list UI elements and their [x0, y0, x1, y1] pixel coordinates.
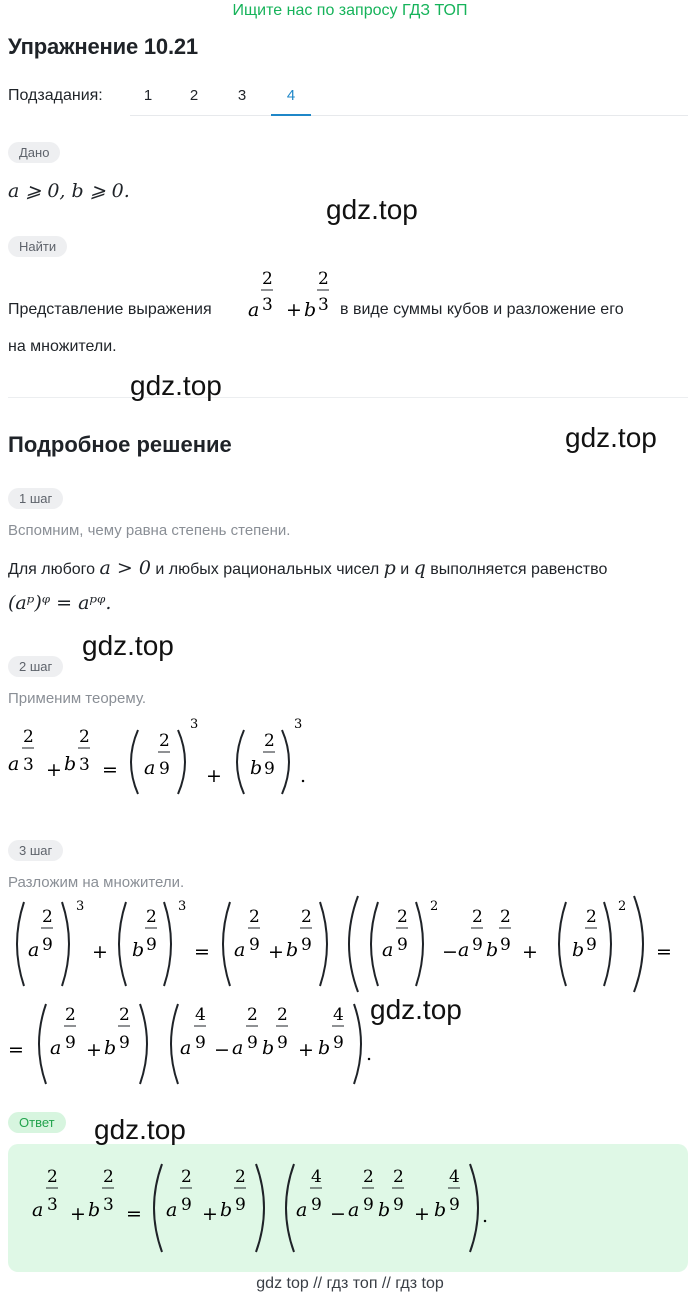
- step-1-math-q: q: [413, 557, 426, 579]
- svg-text:2: 2: [65, 1005, 76, 1025]
- tab-subtask-2[interactable]: 2: [189, 87, 199, 104]
- svg-text:=: =: [194, 941, 210, 963]
- svg-text:a: a: [234, 939, 246, 961]
- subtasks-label: Подзадания:: [8, 87, 103, 104]
- svg-text:b: b: [88, 1199, 101, 1221]
- answer-tag: Ответ: [8, 1112, 66, 1133]
- svg-text:4: 4: [195, 1005, 206, 1025]
- svg-text:9: 9: [500, 935, 511, 955]
- svg-text:2: 2: [393, 1167, 404, 1187]
- svg-text:2: 2: [247, 1005, 258, 1025]
- svg-text:2: 2: [500, 907, 511, 927]
- page-title: Упражнение 10.21: [8, 34, 198, 59]
- svg-text:3: 3: [190, 717, 199, 732]
- svg-text:+: +: [86, 1039, 102, 1061]
- svg-text:b: b: [486, 939, 499, 961]
- svg-text:3: 3: [178, 899, 187, 914]
- step-3-formula: [6, 892, 690, 1092]
- svg-text:2: 2: [618, 899, 627, 914]
- solution-heading: Подробное решение: [8, 432, 232, 457]
- svg-text:9: 9: [249, 935, 260, 955]
- step-3-tag: 3 шаг: [8, 840, 63, 861]
- svg-text:9: 9: [181, 1195, 192, 1215]
- svg-text:a: a: [232, 1037, 244, 1059]
- svg-text:2: 2: [397, 907, 408, 927]
- svg-text:2: 2: [318, 269, 329, 289]
- step-1-math-a: a > 0: [99, 557, 151, 579]
- svg-text:9: 9: [586, 935, 597, 955]
- answer-formula: [28, 1156, 508, 1262]
- svg-text:+: +: [522, 941, 538, 963]
- svg-text:a: a: [166, 1199, 178, 1221]
- svg-text:=: =: [8, 1039, 24, 1061]
- svg-text:2: 2: [181, 1167, 192, 1187]
- svg-text:b: b: [286, 939, 299, 961]
- svg-text:b: b: [572, 939, 585, 961]
- svg-text:2: 2: [264, 731, 275, 751]
- svg-text:b: b: [250, 757, 263, 779]
- given-condition: a ⩾ 0, b ⩾ 0.: [8, 180, 130, 202]
- step-1-text-d: выполняется равенство: [430, 561, 608, 578]
- svg-text:b: b: [434, 1199, 447, 1221]
- svg-text:3: 3: [103, 1195, 114, 1215]
- watermark: gdz.top: [565, 422, 657, 453]
- svg-text:a: a: [458, 939, 470, 961]
- find-text-after: в виде суммы кубов и разложение его: [340, 301, 624, 318]
- step-1-math-p: p: [383, 557, 396, 579]
- svg-text:a: a: [180, 1037, 192, 1059]
- svg-text:−: −: [214, 1039, 230, 1061]
- svg-text:+: +: [268, 941, 284, 963]
- watermark: gdz.top: [326, 194, 418, 225]
- svg-text:+: +: [92, 941, 108, 963]
- svg-text:+: +: [286, 299, 302, 321]
- step-1-text-a: Для любого: [8, 561, 96, 578]
- svg-text:+: +: [70, 1203, 86, 1225]
- watermark: gdz.top: [370, 994, 462, 1025]
- svg-text:9: 9: [159, 759, 170, 779]
- svg-text:2: 2: [363, 1167, 374, 1187]
- svg-text:3: 3: [23, 755, 34, 775]
- svg-text:=: =: [656, 941, 672, 963]
- svg-text:a: a: [32, 1199, 44, 1221]
- svg-text:+: +: [202, 1203, 218, 1225]
- find-expression: [244, 262, 336, 326]
- svg-text:+: +: [414, 1203, 430, 1225]
- svg-text:9: 9: [65, 1033, 76, 1053]
- svg-text:2: 2: [235, 1167, 246, 1187]
- promo-banner[interactable]: Ищите нас по запросу ГДЗ ТОП: [232, 2, 468, 19]
- svg-text:2: 2: [79, 727, 90, 747]
- svg-text:2: 2: [277, 1005, 288, 1025]
- svg-text:2: 2: [249, 907, 260, 927]
- svg-text:a: a: [144, 757, 156, 779]
- svg-text:+: +: [206, 765, 222, 787]
- step-2-tag: 2 шаг: [8, 656, 63, 677]
- step-1-text-b: и любых рациональных чисел: [155, 561, 380, 578]
- svg-text:9: 9: [119, 1033, 130, 1053]
- svg-text:.: .: [300, 765, 307, 787]
- svg-text:9: 9: [393, 1195, 404, 1215]
- svg-text:a: a: [248, 299, 260, 321]
- svg-text:2: 2: [23, 727, 34, 747]
- svg-text:9: 9: [363, 1195, 374, 1215]
- svg-text:.: .: [366, 1043, 373, 1065]
- svg-text:2: 2: [262, 269, 273, 289]
- svg-text:−: −: [330, 1203, 346, 1225]
- step-1-formula: (aᵖ)ᵠ = aᵖᵠ.: [8, 592, 112, 614]
- svg-text:b: b: [262, 1037, 275, 1059]
- svg-text:9: 9: [277, 1033, 288, 1053]
- watermark: gdz.top: [94, 1114, 186, 1145]
- tab-subtask-3[interactable]: 3: [237, 87, 247, 104]
- svg-text:a: a: [8, 753, 20, 775]
- svg-text:4: 4: [449, 1167, 460, 1187]
- tab-subtask-1[interactable]: 1: [143, 87, 153, 104]
- svg-text:3: 3: [79, 755, 90, 775]
- svg-text:9: 9: [397, 935, 408, 955]
- svg-text:2: 2: [119, 1005, 130, 1025]
- svg-text:2: 2: [430, 899, 439, 914]
- step-2-hint: Применим теорему.: [8, 690, 147, 707]
- svg-text:3: 3: [47, 1195, 58, 1215]
- step-3-hint: Разложим на множители.: [8, 874, 185, 891]
- svg-text:3: 3: [294, 717, 303, 732]
- svg-text:a: a: [28, 939, 40, 961]
- footer-links[interactable]: gdz top // гдз топ // гдз top: [256, 1275, 444, 1292]
- svg-text:2: 2: [146, 907, 157, 927]
- svg-text:b: b: [132, 939, 145, 961]
- svg-text:a: a: [296, 1199, 308, 1221]
- watermark: gdz.top: [82, 630, 174, 661]
- svg-text:4: 4: [333, 1005, 344, 1025]
- svg-text:−: −: [442, 941, 458, 963]
- given-tag: Дано: [8, 142, 60, 163]
- svg-text:2: 2: [301, 907, 312, 927]
- svg-text:b: b: [318, 1037, 331, 1059]
- svg-text:9: 9: [247, 1033, 258, 1053]
- svg-text:3: 3: [318, 295, 329, 315]
- find-tag: Найти: [8, 236, 67, 257]
- step-1-text: [8, 552, 607, 586]
- svg-text:=: =: [102, 759, 118, 781]
- svg-text:9: 9: [195, 1033, 206, 1053]
- svg-text:9: 9: [449, 1195, 460, 1215]
- step-2-formula: [6, 710, 326, 810]
- svg-text:9: 9: [333, 1033, 344, 1053]
- svg-text:9: 9: [235, 1195, 246, 1215]
- find-text-before: Представление выражения: [8, 301, 212, 318]
- svg-text:.: .: [482, 1205, 489, 1227]
- tabs-divider: [130, 115, 688, 116]
- svg-text:b: b: [304, 299, 317, 321]
- svg-text:+: +: [46, 759, 62, 781]
- svg-text:b: b: [220, 1199, 233, 1221]
- active-tab-indicator: [271, 114, 311, 116]
- svg-text:2: 2: [47, 1167, 58, 1187]
- svg-text:=: =: [126, 1203, 142, 1225]
- svg-text:2: 2: [159, 731, 170, 751]
- svg-text:2: 2: [103, 1167, 114, 1187]
- svg-text:b: b: [104, 1037, 117, 1059]
- svg-text:3: 3: [262, 295, 273, 315]
- svg-text:9: 9: [264, 759, 275, 779]
- svg-text:a: a: [382, 939, 394, 961]
- svg-text:9: 9: [146, 935, 157, 955]
- svg-text:2: 2: [586, 907, 597, 927]
- svg-text:a: a: [50, 1037, 62, 1059]
- svg-text:9: 9: [301, 935, 312, 955]
- svg-text:+: +: [298, 1039, 314, 1061]
- svg-text:4: 4: [311, 1167, 322, 1187]
- tab-subtask-4[interactable]: 4: [286, 87, 296, 104]
- svg-text:b: b: [378, 1199, 391, 1221]
- step-1-tag: 1 шаг: [8, 488, 63, 509]
- step-1-hint: Вспомним, чему равна степень степени.: [8, 522, 291, 539]
- watermark: gdz.top: [130, 370, 222, 401]
- svg-text:9: 9: [472, 935, 483, 955]
- step-1-text-c: и: [400, 561, 410, 578]
- svg-text:9: 9: [42, 935, 53, 955]
- svg-text:3: 3: [76, 899, 85, 914]
- svg-text:9: 9: [311, 1195, 322, 1215]
- section-divider: [8, 397, 688, 398]
- find-text-line2: на множители.: [8, 338, 117, 355]
- svg-text:2: 2: [42, 907, 53, 927]
- svg-text:b: b: [64, 753, 77, 775]
- svg-text:2: 2: [472, 907, 483, 927]
- svg-text:a: a: [348, 1199, 360, 1221]
